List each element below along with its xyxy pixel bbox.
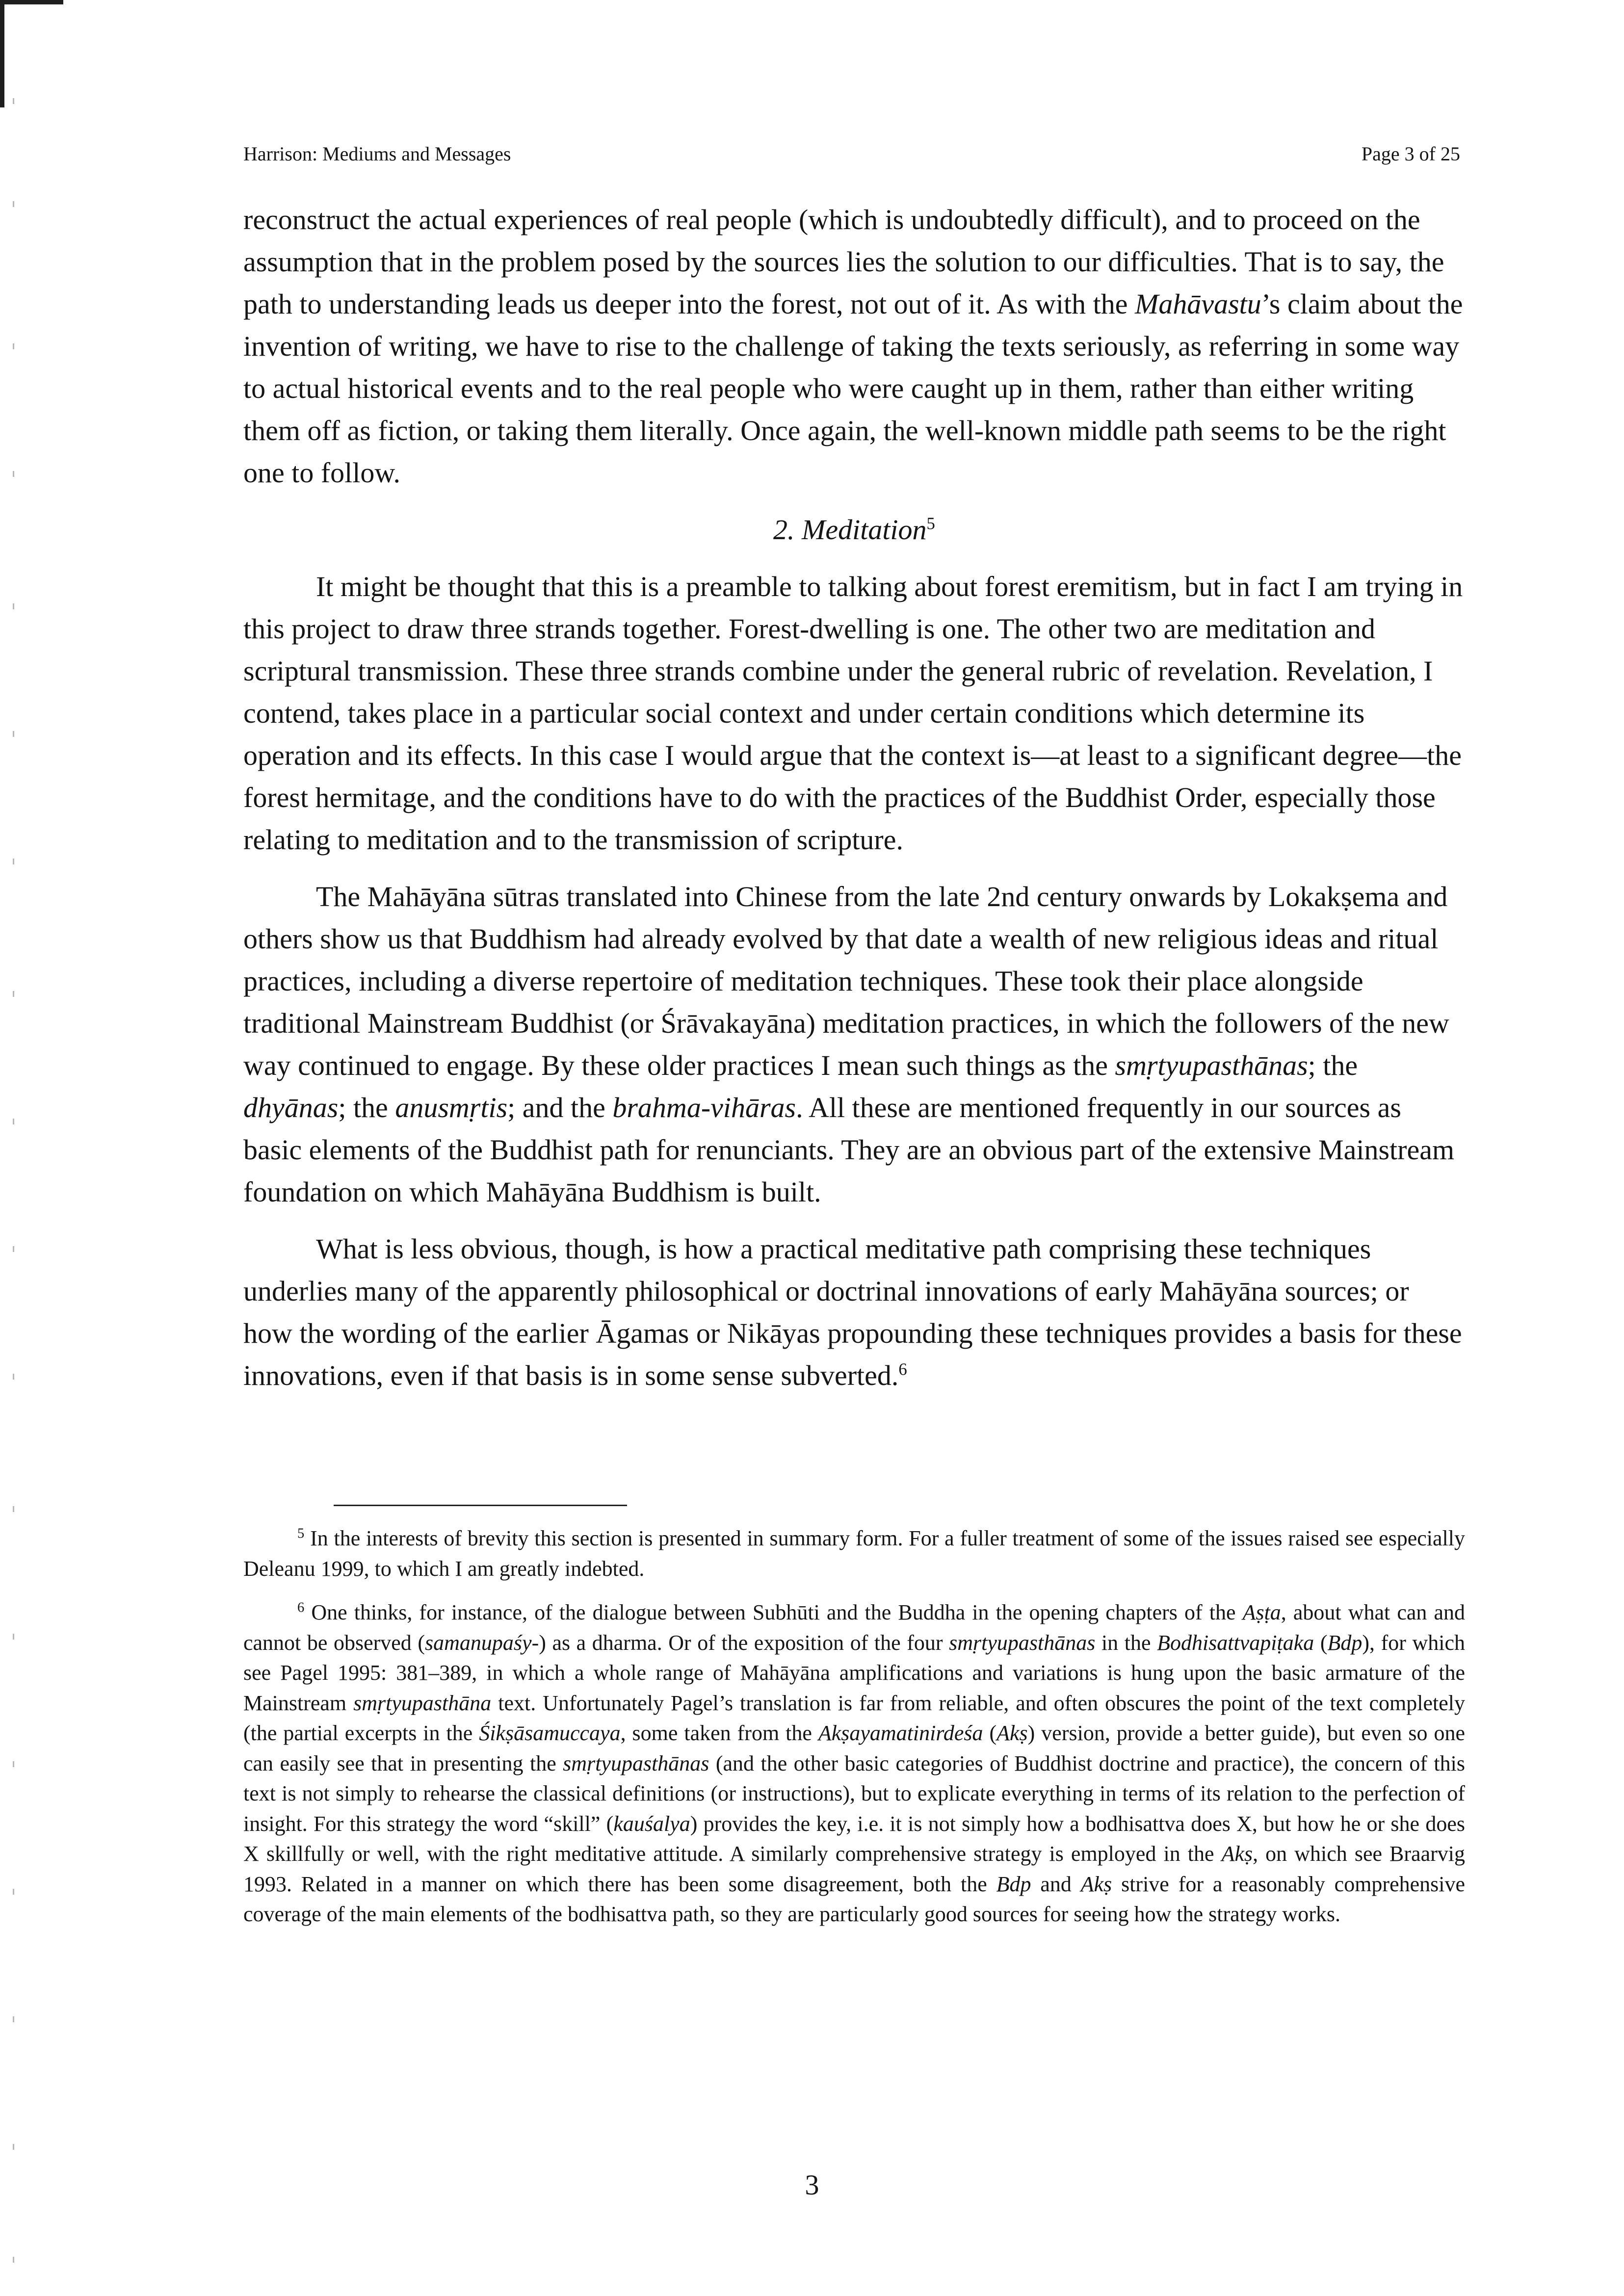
text-run: . All these are mentioned frequently in our sources as basic elements of the Buddhist path for renunciants. They are an obvious part of the extensive Mainstream foundation on which Mahāyāna Buddhism is built. — [243, 1092, 1455, 1208]
scan-edge-marks — [13, 98, 19, 2267]
text-run: ; the — [1308, 1049, 1358, 1081]
text-run: One thinks, for instance, of the dialogue between Subhūti and the Buddha in the opening chapters of the — [311, 1600, 1243, 1624]
italic-term: Akṣ — [1221, 1842, 1253, 1866]
italic-term: Bodhisattvapiṭaka — [1157, 1630, 1314, 1655]
text-run: ), for which see Pagel 1995: 381–389, in which a whole range of Mahāyāna amplifications and variations is hung upon the basic armature of the Mainstream — [243, 1630, 1465, 1715]
footnote-divider — [334, 1505, 627, 1506]
text-run: ’s claim about the invention of writing, we have to rise to the challenge of taking the texts seriously, as referring in some way to actual historical events and to the real people who were caught up in them, rather than either writing them off as fiction, or taking them literally. Once again, the well-known middle path seems to be the right one to follow. — [243, 288, 1463, 489]
paragraph — [243, 1228, 1465, 1397]
paragraph-continued — [243, 199, 1465, 494]
italic-term: Bdp — [996, 1872, 1031, 1896]
paragraph — [243, 876, 1465, 1213]
text-run: , about what can and cannot be observed ( — [243, 1600, 1466, 1655]
text-run: ) provides the key, i.e. it is not simply how a bodhisattva does X, but how he or she does X skillfully or well, with the right meditative attitude. A similarly comprehensive strategy is employed in the — [243, 1811, 1465, 1866]
main-text — [243, 199, 1465, 1397]
footnotes — [243, 1523, 1465, 1943]
text-run: and — [1031, 1872, 1081, 1896]
text-run: reconstruct the actual experiences of real people (which is undoubtedly difficult), and to proceed on the assumption that in the problem posed by the sources lies the solution to our difficulties. That is to say, the path to understanding leads us deeper into the forest, not out of it. As with the — [243, 204, 1444, 320]
text-run: (and the other basic categories of Buddhist doctrine and practice), the concern of this text is not simply to rehearse the classical definitions (or instructions), but to explicate everything in terms of its relation to the perfection of insight. For this strategy the word “skill” ( — [243, 1751, 1465, 1836]
text-run: ; the — [338, 1092, 395, 1123]
text-run: , on which see Braarvig 1993. Related in a manner on which there has been some disagreement, both the — [243, 1842, 1465, 1896]
footnote-5 — [243, 1523, 1465, 1584]
italic-term: Akṣ — [996, 1721, 1028, 1745]
footnote-ref: 6 — [898, 1359, 907, 1379]
section-heading — [243, 509, 1465, 551]
footnote-text: In the interests of brevity this section is presented in summary form. For a fuller treatment of some of the issues raised see especially Deleanu 1999, to which I am greatly indebted. — [243, 1526, 1466, 1581]
italic-term: smṛtyupasthānas — [1115, 1049, 1308, 1081]
text-run: , some taken from the — [620, 1721, 818, 1745]
page-counter: Page 3 of 25 — [1361, 143, 1460, 165]
italic-term: kauśalya — [613, 1811, 690, 1836]
footnote-6 — [243, 1597, 1465, 1930]
text-run: ) version, provide a better guide), but even so one can easily see that in presenting the — [243, 1721, 1465, 1775]
italic-term: Akṣayamatinirdeśa — [818, 1721, 983, 1745]
text-run: ; and the — [507, 1092, 613, 1123]
italic-term: smṛtyupasthānas — [563, 1751, 709, 1775]
italic-term: brahma-vihāras — [612, 1092, 796, 1123]
footnote-number: 5 — [297, 1526, 305, 1541]
text-run: ) as a dharma. Or of the exposition of the four — [539, 1630, 949, 1655]
paragraph: It might be thought that this is a preamble to talking about forest eremitism, but in fact I am trying in this project to draw three strands together. Forest-dwelling is one. The other two are meditation and scriptural transmission. These three strands combine under the general rubric of revelation. Revelation, I contend, takes place in a particular social context and under certain conditions which determine its operation and its effects. In this case I would argue that the context is—at least to a significant degree—the forest hermitage, and the conditions have to do with the practices of the Buddhist Order, especially those relating to meditation and to the transmission of scripture. — [243, 571, 1463, 856]
italic-term: smṛtyupasthāna — [353, 1691, 492, 1715]
text-run: ( — [1314, 1630, 1328, 1655]
text-run: in the — [1095, 1630, 1157, 1655]
page-number: 3 — [805, 2169, 819, 2201]
italic-term: smṛtyupasthānas — [949, 1630, 1096, 1655]
italic-term: anusmṛtis — [395, 1092, 508, 1123]
italic-term: samanupaśy- — [425, 1630, 539, 1655]
italic-term: Akṣ — [1080, 1872, 1112, 1896]
scan-corner-mark — [0, 0, 63, 107]
text-run: The Mahāyāna sūtras translated into Chinese from the late 2nd century onwards by Lokakṣema and others show us that Buddhism had already evolved by that date a wealth of new religious ideas and ritual practices, including a diverse repertoire of meditation techniques. These took their place alongside traditional Mainstream Buddhist (or Śrāvakayāna) meditation practices, in which the followers of the new way continued to engage. By these older practices I mean such things as the — [243, 881, 1449, 1081]
section-heading-text: 2. Meditation — [773, 514, 927, 546]
text-run: strive for a reasonably comprehensive coverage of the main elements of the bodhisattva path, so they are particularly good sources for seeing how the strategy works. — [243, 1872, 1466, 1926]
italic-term: Bdp — [1327, 1630, 1362, 1655]
running-header — [243, 142, 1460, 172]
italic-title: Mahāvastu — [1135, 288, 1261, 320]
running-title: Harrison: Mediums and Messages — [243, 143, 511, 165]
italic-term: dhyānas — [243, 1092, 339, 1123]
italic-term: Aṣṭa — [1242, 1600, 1281, 1624]
italic-term: Śikṣāsamuccaya — [479, 1721, 621, 1745]
text-run: text. Unfortunately Pagel’s translation is far from reliable, and often obscures the point of the text completely (the partial excerpts in the — [243, 1691, 1465, 1745]
footnote-number: 6 — [297, 1600, 305, 1616]
text-run: ( — [983, 1721, 997, 1745]
text-run: What is less obvious, though, is how a practical meditative path comprising these techniques underlies many of the apparently philosophical or doctrinal innovations of early Mahāyāna sources; or how the wording of the earlier Āgamas or Nikāyas propounding these techniques provides a basis for these innovations, even if that basis is in some sense subverted. — [243, 1233, 1462, 1391]
footnote-ref: 5 — [926, 514, 935, 533]
